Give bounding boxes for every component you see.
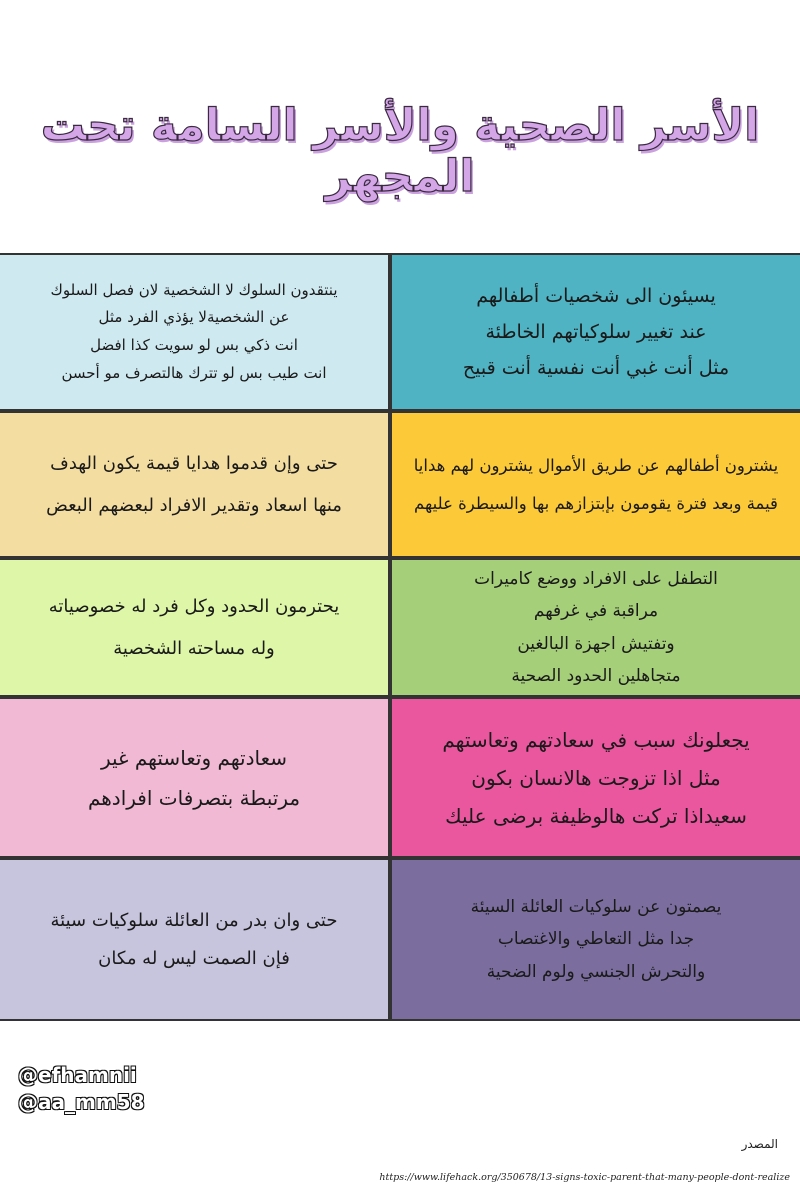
handle: @aa_mm58 (18, 1090, 145, 1114)
healthy-family-cell (0, 253, 390, 411)
cell-text-line: يصمتون عن سلوكيات العائلة السيئة (470, 897, 722, 918)
cell-text-line: متجاهلين الحدود الصحية (511, 665, 681, 686)
cell-text-line: حتى وان بدر من العائلة سلوكيات سيئة (50, 909, 338, 931)
cell-text-line: عند تغيير سلوكياتهم الخاطئة (485, 320, 707, 343)
cell-text-line: سعيداذا تركت هالوظيفة برضى عليك (445, 803, 747, 828)
healthy-family-cell (0, 697, 390, 858)
toxic-family-cell (390, 697, 800, 858)
cell-text-line: فإن الصمت ليس له مكان (98, 947, 290, 969)
cell-text-line: حتى وإن قدموا هدايا قيمة يكون الهدف (50, 453, 338, 475)
cell-text-line: يشترون أطفالهم عن طريق الأموال يشترون لهم هدايا (413, 455, 779, 475)
cell-text-line: منها اسعاد وتقدير الافراد لبعضهم البعض (46, 494, 342, 516)
toxic-family-cell (390, 411, 800, 558)
cell-text-line: مراقبة في غرفهم (533, 601, 659, 622)
source-url: https://www.lifehack.org/350678/13-signs-toxic-parent-that-many-people-dont-realize (379, 1172, 790, 1183)
healthy-family-cell (0, 858, 390, 1021)
cell-text-line: مثل أنت غبي أنت نفسية أنت قبيح (462, 357, 730, 380)
toxic-family-cell (390, 858, 800, 1021)
comparison-table (0, 253, 800, 1021)
cell-text-line: يسيئون الى شخصيات أطفالهم (476, 284, 716, 307)
cell-text-line: مثل اذا تزوجت هالانسان بكون (471, 765, 721, 790)
cell-text-line: مرتبطة بتصرفات افرادهم (87, 785, 301, 810)
cell-text-line: التطفل على الافراد ووضع كاميرات (474, 568, 718, 589)
cell-text-line: والتحرش الجنسي ولوم الضحية (486, 961, 706, 982)
cell-text-line: وتفتيش اجهزة البالغين (517, 633, 675, 654)
social-handles (18, 1062, 145, 1116)
cell-text-line: يحترمون الحدود وكل فرد له خصوصياته (48, 596, 340, 618)
toxic-family-cell (390, 253, 800, 411)
healthy-family-cell (0, 558, 390, 697)
cell-text-line: عن الشخصيةلا يؤذي الفرد مثل (98, 308, 290, 327)
cell-text-line: وله مساحته الشخصية (113, 637, 275, 659)
cell-text-line: جدا مثل التعاطي والاغتصاب (497, 929, 695, 950)
cell-text-line: سعادتهم وتعاستهم غير (100, 745, 288, 770)
handle: @efhamnii (18, 1063, 137, 1087)
source-label: المصدر (741, 1137, 778, 1151)
toxic-family-cell (390, 558, 800, 697)
cell-text-line: انت طيب بس لو تترك هالتصرف مو أحسن (61, 363, 327, 382)
cell-text-line: انت ذكي بس لو سويت كذا افضل (90, 336, 298, 354)
healthy-family-cell (0, 411, 390, 558)
cell-text-line: يجعلونك سبب في سعادتهم وتعاستهم (442, 727, 750, 752)
cell-text-line: ينتقدون السلوك لا الشخصية لان فصل السلوك (50, 280, 338, 299)
page-title: الأسر الصحية والأسر السامة تحت المجهر (40, 100, 760, 202)
cell-text-line: قيمة وبعد فترة يقومون بإبتزازهم بها والسيطرة عليهم (414, 493, 778, 513)
